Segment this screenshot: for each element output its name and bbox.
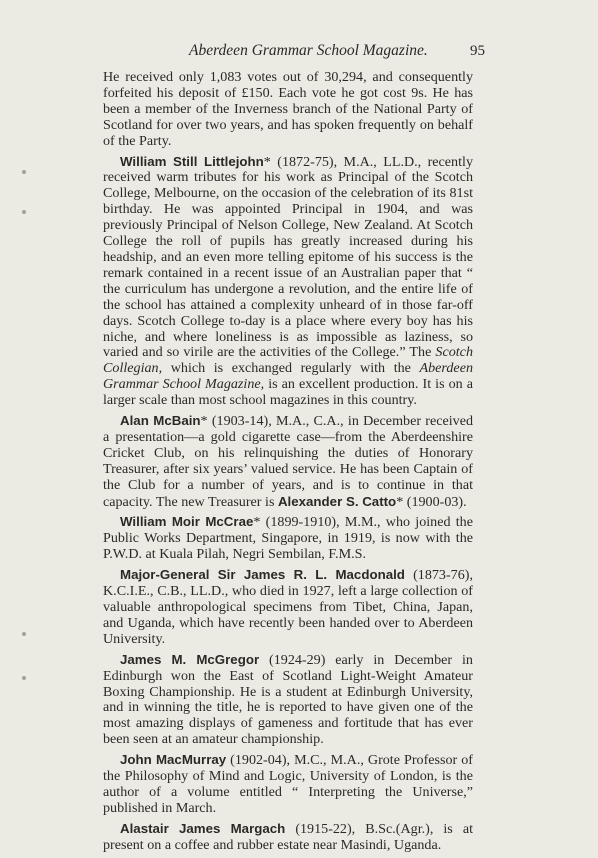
paragraph-text: is an excellent production. It is on a larger scale than most school magazines in this country. (103, 376, 473, 409)
paragraph (103, 514, 473, 563)
person-name: Major-General Sir James R. L. Macdonald (120, 567, 405, 583)
paragraph-text: (1924-29) early in December in Edinburgh won the East of Scotland Light-Weight Amateur Boxing Championship. He is a student at Edinburgh University, and in winning the title, he is reported to have given one of the most amazing displays of gameness and fortitude that has ever been seen at an amateur championship. (103, 651, 473, 748)
paragraph (103, 567, 473, 648)
paragraph (103, 154, 473, 410)
publication-title: Scotch Collegian, (103, 344, 473, 377)
paragraph-text: * (1872-75), M.A., LL.D., recently received warm tributes for his work as Principal of the Scotch College, Melbourne, on the occasion of the celebration of its 81st birthday. He was appointed Principal in 1904, and was previously Principal of Nelson College, New Zealand. At Scotch College the roll of pupils has greatly increased during his headship, and an even more telling epitome of his success is the remark contained in a recent issue of an Australian paper that “ the curriculum has undergone a revolution, and the entire life of the school has attained a complexity unheard of in those far-off days. Scotch College to-day is a place where every boy has his niche, and where loneliness is as impossible as laziness, so varied and so virile are the activities of the College.” The (103, 153, 473, 361)
paragraph (103, 70, 473, 150)
margin-mark (22, 676, 26, 680)
paragraph-text: * (1899-1910), M.M., who joined the Public Works Department, Singapore, in 1919, is now with the P.W.D. at Kuala Pilah, Negri Sembilan, F.M.S. (103, 514, 473, 563)
paragraph-text: (1915-22), B.Sc.(Agr.), is at present on a coffee and rubber estate near Masindi, Uganda. (103, 820, 473, 853)
paragraph-text: which is exchanged regularly with the (162, 360, 420, 377)
paragraph (103, 752, 473, 817)
article-body (103, 70, 473, 858)
paragraph-text: (1902-04), M.C., M.A., Grote Professor of the Philosophy of Mind and Logic, University of London, is the author of a volume entitled “ Interpreting the Universe,” published in March. (103, 752, 473, 816)
person-name: Alastair James Margach (120, 820, 286, 836)
paragraph-text: * (1900-03). (396, 493, 467, 510)
publication-title: Aberdeen Grammar School Magazine, (103, 360, 473, 393)
paragraph (103, 821, 473, 854)
margin-mark (22, 632, 26, 636)
page-number: 95 (470, 43, 485, 59)
page-header (103, 42, 485, 62)
paragraph-text: (1873-76), K.C.I.E., C.B., LL.D., who died in 1927, left a large collection of valuable anthropological specimens from Tibet, China, Japan, and Uganda, which have recently been handed over to Aberdeen University. (103, 567, 473, 647)
paragraph-text: * (1903-14), M.A., C.A., in December received a presentation—a gold cigarette case—from the Aberdeenshire Cricket Club, on his relinquishing the duties of Honorary Treasurer, after six years’ valued service. He has been Captain of the Club for a number of years, and is to continue in that capacity. The new Treasurer is (103, 413, 474, 510)
margin-mark (22, 170, 26, 174)
paragraph-text: He received only 1,083 votes out of 30,294, and consequently forfeited his deposit of £150. Each vote he got cost 9s. He has been a member of the Inverness branch of the National Party of Scotland for over two years, and has spoken frequently on behalf of the Party. (103, 69, 473, 149)
person-name: William Still Littlejohn (120, 153, 264, 169)
margin-mark (22, 210, 26, 214)
person-name: Alan McBain (120, 413, 201, 429)
running-title: Aberdeen Grammar School Magazine. (189, 42, 428, 59)
person-name: John MacMurray (120, 752, 227, 768)
paragraph (103, 413, 473, 510)
person-name: Alexander S. Catto (277, 493, 397, 509)
person-name: James M. McGregor (120, 651, 260, 667)
person-name: William Moir McCrae (120, 514, 254, 530)
paragraph (103, 652, 473, 748)
